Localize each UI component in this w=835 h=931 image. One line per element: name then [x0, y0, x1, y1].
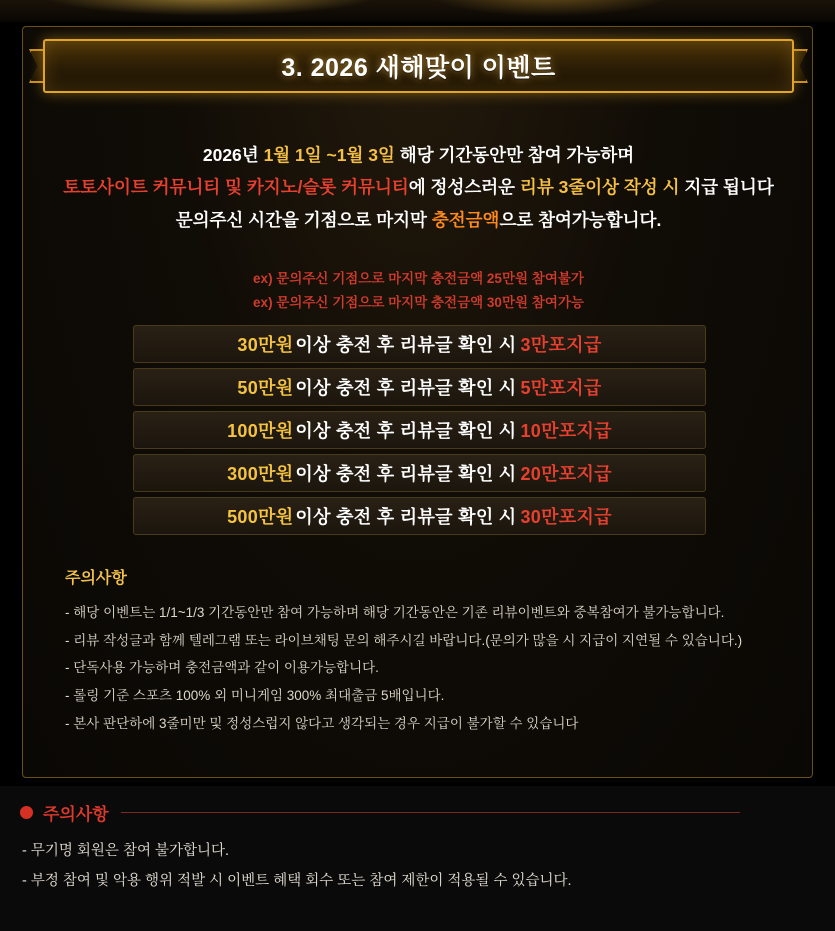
tier-middle: 이상 충전 후 리뷰글 확인 시	[295, 421, 517, 441]
tier-middle: 이상 충전 후 리뷰글 확인 시	[295, 335, 517, 355]
example-text	[23, 267, 814, 314]
intro-line-2	[23, 171, 814, 203]
example-line-1: ex) 문의주신 기점으로 마지막 충전금액 25만원 참여불가	[253, 271, 584, 286]
intro-text	[23, 139, 814, 236]
tier-middle: 이상 충전 후 리뷰글 확인 시	[295, 378, 517, 398]
tier-row	[133, 497, 706, 535]
tier-middle: 이상 충전 후 리뷰글 확인 시	[295, 507, 517, 527]
glow-right	[430, 0, 670, 16]
tier-amount: 300만원	[227, 464, 294, 484]
tier-row	[133, 454, 706, 492]
tier-row	[133, 411, 706, 449]
tier-amount: 30만원	[237, 335, 294, 355]
footer-header	[20, 800, 740, 825]
tier-middle: 이상 충전 후 리뷰글 확인 시	[295, 464, 517, 484]
notice-item: - 해당 이벤트는 1/1~1/3 기간동안만 참여 가능하며 해당 기간동안은 기존 리뷰이벤트와 중복참여가 불가능합니다.	[65, 605, 725, 620]
notice-item: - 롤링 기준 스포츠 100% 외 미니게임 300% 최대출금 5배입니다.	[65, 688, 445, 704]
glow-left	[40, 0, 380, 16]
page-title: 3. 2026 새해맞이 이벤트	[281, 54, 556, 82]
footer-item: - 부정 참여 및 악용 행위 적발 시 이벤트 혜택 회수 또는 참여 제한이 적용될 수 있습니다.	[22, 873, 572, 890]
event-panel	[22, 26, 813, 778]
footer-caution-section	[0, 786, 835, 931]
intro-line-3	[23, 204, 814, 236]
intro-line1-part1: 2026년	[202, 145, 264, 165]
tier-payout: 5만포지급	[520, 378, 602, 398]
example-line-2: ex) 문의주신 기점으로 마지막 충전금액 30만원 참여가능	[253, 294, 584, 310]
tier-amount: 500만원	[227, 507, 294, 527]
intro-line3-charge: 충전금액	[431, 209, 500, 230]
footer-divider	[121, 812, 740, 813]
footer-item: - 무기명 회원은 참여 불가합니다.	[22, 843, 230, 859]
tier-payout: 30만포지급	[520, 507, 612, 527]
footer-list	[22, 836, 802, 897]
notice-item: - 리뷰 작성글과 함께 텔레그램 또는 라이브채팅 문의 해주시길 바랍니다.(문의가 많을 시 지급이 지연될 수 있습니다.)	[65, 632, 743, 648]
tier-amount: 50만원	[237, 378, 294, 398]
top-glow-strip	[0, 0, 835, 22]
intro-line2-review: 리뷰 3줄이상 작성 시	[519, 177, 680, 198]
tier-list	[133, 325, 706, 540]
notice-item: - 단독사용 가능하며 충전금액과 같이 이용가능합니다.	[65, 660, 379, 676]
notice-title: 주의사항	[65, 570, 127, 587]
panel-header	[29, 39, 808, 93]
tier-amount: 100만원	[227, 421, 294, 441]
intro-line-1	[23, 139, 814, 171]
intro-line2-community: 토토사이트 커뮤니티 및 카지노/슬롯 커뮤니티	[63, 177, 409, 198]
intro-line3-part2: 으로 참여가능합니다.	[499, 209, 662, 230]
intro-line1-part2: 해당 기간동안만 참여 가능하며	[394, 145, 635, 165]
intro-line2-part3: 지급 됩니다	[679, 177, 774, 198]
tier-row	[133, 368, 706, 406]
ribbon-banner	[43, 39, 794, 93]
intro-line2-part2: 에 정성스러운	[408, 177, 520, 198]
tier-payout: 20만포지급	[520, 464, 612, 484]
footer-title: 주의사항	[43, 805, 109, 824]
intro-line3-part1: 문의주신 시간을 기점으로 마지막	[175, 209, 432, 230]
notice-list	[65, 599, 775, 737]
intro-line1-dates: 1월 1일 ~1월 3일	[263, 145, 395, 165]
tier-payout: 3만포지급	[520, 335, 602, 355]
bullet-dot-icon	[20, 806, 33, 819]
tier-row	[133, 325, 706, 363]
tier-payout: 10만포지급	[520, 421, 612, 441]
notice-item: - 본사 판단하에 3줄미만 및 정성스럽지 않다고 생각되는 경우 지급이 불가할 수 있습니다	[65, 715, 579, 731]
